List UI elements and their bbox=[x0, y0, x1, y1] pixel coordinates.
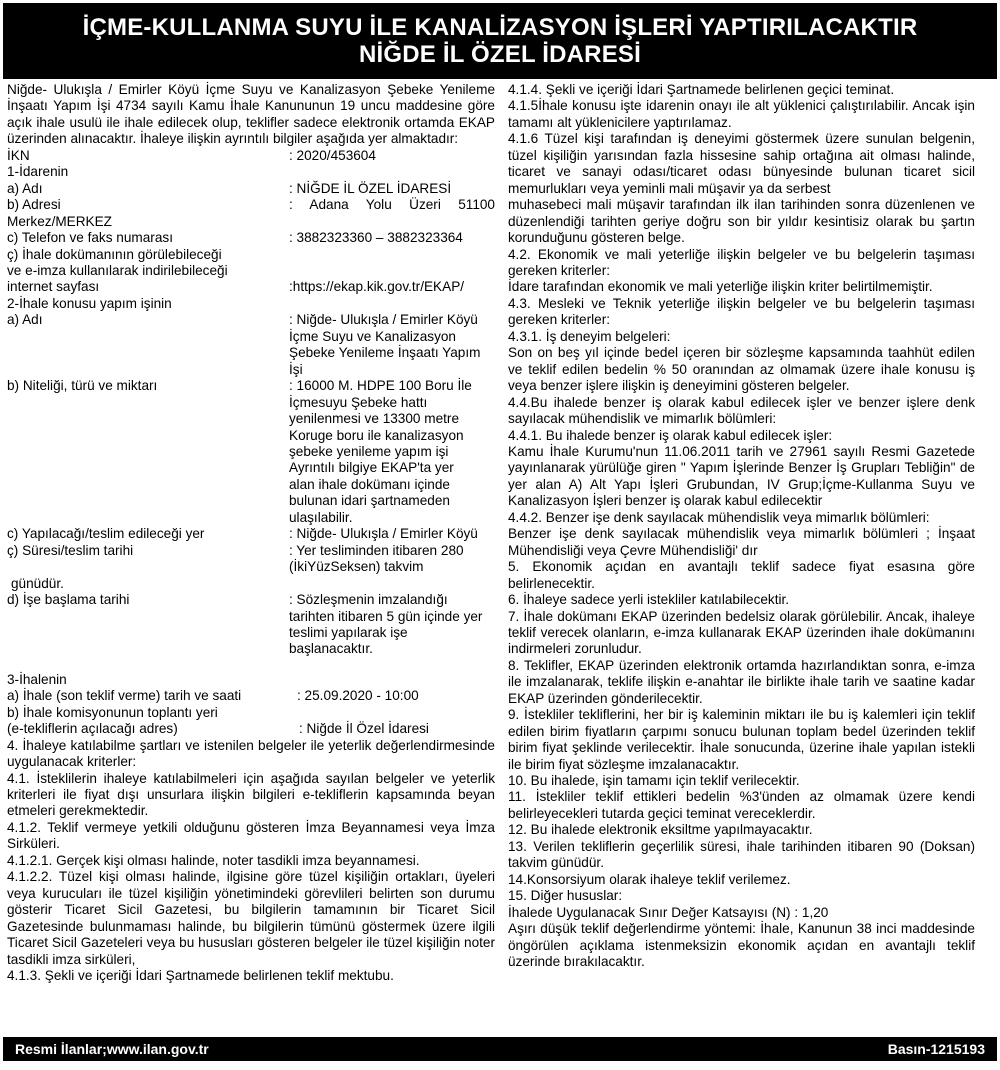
work-location-value: : Niğde- Ulukışla / Emirler Köyü bbox=[289, 526, 478, 542]
footer-ad-number: Basın-1215193 bbox=[887, 1041, 985, 1057]
paragraph-4: 4. İhaleye katılabilme şartları ve istenilen belgeler ile yeterlik değerlendirmesinde uygulanacak kriterler: bbox=[7, 737, 495, 770]
paragraph-4-1-4: 4.1.4. Şekli ve içeriği İdari Şartnamede belirlenen geçici teminat. bbox=[508, 82, 895, 97]
paragraph-10: 10. Bu ihalede, işin tamamı için teklif verilecektir. bbox=[508, 773, 800, 789]
admin-name-label: a) Adı bbox=[7, 180, 43, 196]
start-date-value: : Sözleşmenin imzalandığı tarihten itibaren 5 gün içinde yer teslimi yapılarak işe başlanacaktır. bbox=[289, 592, 483, 657]
notice-subtitle: NİĞDE İL ÖZEL İDARESİ bbox=[358, 41, 642, 68]
paragraph-4-4: 4.4.Bu ihalede benzer iş olarak kabul edilecek işler ve benzer işlere denk sayılacak mühendislik ve mimarlık bölümleri: bbox=[508, 394, 975, 427]
paragraph-7: 7. İhale dokümanı EKAP üzerinden bedelsiz olarak görülebilir. Ancak, ihaleye teklif verecek olanların, e-imza kullanarak EKAP üzerinden ihale dokümanını indirmeleri zorunludur. bbox=[508, 608, 975, 657]
admin-address-row bbox=[7, 197, 495, 213]
footer-bar bbox=[3, 1037, 997, 1061]
paragraph-4-2-detail: İdare tarafından ekonomik ve mali yeterliğe ilişkin kriter belirtilmemiştir. bbox=[508, 279, 933, 295]
paragraph-13: 13. Verilen tekliflerin geçerlilik süresi, ihale tarihinden itibaren 90 (Doksan) takvim günüdür. bbox=[508, 838, 975, 871]
tender-date-label: a) İhale (son teklif verme) tarih ve saati bbox=[7, 688, 242, 704]
section-2-heading: 2-İhale konusu yapım işinin bbox=[7, 295, 172, 311]
work-location-label: c) Yapılacağı/teslim edileceği yer bbox=[7, 526, 205, 542]
paragraph-4-4-1-detail: Kamu İhale Kurumu'nun 11.06.2011 tarih ve 27961 sayılı Resmi Gazetede yayınlanarak yürülüğe giren " Yapım İşlerinde Benzer İş Grupları Tebliğin" de yer alan A) Alt Yapı İşleri Grubundan, IV Grup;İçme-Kullanma Suyu ve Kanalizasyon İşleri benzer iş olarak kabul edilecektir bbox=[508, 443, 975, 509]
paragraph-4-4-2: 4.4.2. Benzer işe denk sayılacak mühendislik veya mimarlık bölümleri: bbox=[508, 509, 930, 525]
paragraph-4-2: 4.2. Ekonomik ve mali yeterliğe ilişkin belgeler ve bu belgelerin taşıması gereken kriterler: bbox=[508, 246, 975, 278]
paragraph-12: 12. Bu ihalede elektronik eksiltme yapılmayacaktır. bbox=[508, 822, 813, 838]
work-location-row bbox=[7, 526, 495, 542]
admin-address-value: : Adana Yolu Üzeri 51100 bbox=[289, 197, 495, 213]
doc-page-line1: ç) İhale dokümanının görülebileceği bbox=[7, 246, 222, 262]
paragraph-4-1-3: 4.1.3. Şekli ve içeriği İdari Şartnamede belirlenen teklif mektubu. bbox=[7, 968, 394, 984]
paragraph-15: 15. Diğer hususlar: bbox=[508, 888, 623, 904]
spacer bbox=[7, 658, 495, 672]
opening-address-value: : Niğde İl Özel İdaresi bbox=[299, 721, 429, 737]
duration-value: : Yer tesliminden itibaren 280 (İkiYüzSeksen) takvim bbox=[289, 542, 464, 575]
paragraph-4-4-2-detail: Benzer işe denk sayılacak mühendislik veya mimarlık bölümleri ; İnşaat Mühendisliği veya Çevre Mühendisliği' dır bbox=[508, 526, 975, 558]
admin-name-row bbox=[7, 181, 495, 197]
ikn-label: İKN bbox=[7, 147, 30, 163]
work-name-value: : Niğde- Ulukışla / Emirler Köyü İçme Suyu ve Kanalizasyon Şebeke Yenileme İnşaatı Yapım İşi bbox=[289, 312, 481, 377]
ikn-value: : 2020/453604 bbox=[289, 147, 376, 163]
paragraph-15-coefficient: İhalede Uygulanacak Sınır Değer Katsayısı (N) : 1,20 bbox=[508, 904, 829, 920]
footer-source: Resmi İlanlar;www.ilan.gov.tr bbox=[15, 1041, 209, 1057]
left-column bbox=[7, 82, 495, 984]
admin-address-cont: Merkez/MERKEZ bbox=[7, 213, 112, 229]
phone-value: : 3882323360 – 3882323364 bbox=[289, 230, 463, 246]
website-label: internet sayfası bbox=[7, 279, 100, 295]
opening-address-label: (e-tekliflerin açılacağı adres) bbox=[7, 721, 178, 737]
admin-name-value: : NİĞDE İL ÖZEL İDARESİ bbox=[289, 180, 452, 196]
paragraph-4-1-2-1: 4.1.2.1. Gerçek kişi olması halinde, noter tasdikli imza beyannamesi. bbox=[7, 852, 420, 868]
section-3-heading: 3-İhalenin bbox=[7, 671, 67, 687]
tender-date-value: : 25.09.2020 - 10:00 bbox=[297, 688, 419, 704]
paragraph-4-1: 4.1. İsteklilerin ihaleye katılabilmeleri için aşağıda sayılan belgeler ve yeterlik kriterleri ile fiyat dışı unsurlara ilişkin bilgileri e-tekliflerin kapsamında beyan etmeleri gerekmektedir. bbox=[7, 770, 495, 819]
duration-cont: günüdür. bbox=[11, 575, 64, 591]
website-value: :https://ekap.kik.gov.tr/EKAP/ bbox=[289, 279, 465, 295]
intro-paragraph: Niğde- Ulukışla / Emirler Köyü İçme Suyu ve Kanalizasyon Şebeke Yenileme İnşaatı Yapım İşi 4734 sayılı Kamu İhale Kanununun 19 uncu maddesine göre açık ihale usulü ile ihale edilecek olup, teklifler sadece elektronik ortamda EKAP üzerinden alınacaktır. İhaleye ilişkin ayrıntılı bilgiler aşağıda yer almaktadır: bbox=[7, 82, 495, 147]
paragraph-5: 5. Ekonomik açıdan en avantajlı teklif sadece fiyat esasına göre belirlenecektir. bbox=[508, 559, 975, 591]
doc-page-line2: ve e-imza kullanılarak indirilebileceği bbox=[7, 262, 228, 278]
paragraph-11: 11. İstekliler teklif ettikleri bedelin %3'ünden az olmamak üzere kendi belirleyecekleri tutarda geçici teminat vereceklerdir. bbox=[508, 789, 975, 821]
paragraph-4-1-5: 4.1.5İhale konusu işte idarenin onayı ile alt yüklenici çalıştırılabilir. Ancak işin tamamı alt yüklenicilere yaptırılamaz. bbox=[508, 98, 975, 130]
admin-address-label: b) Adresi bbox=[7, 197, 61, 213]
commission-place-line: b) İhale komisyonunun toplantı yeri bbox=[7, 704, 218, 720]
start-date-row bbox=[7, 592, 495, 658]
notice-title: İÇME-KULLANMA SUYU İLE KANALİZASYON İŞLERİ YAPTIRILACAKTIR bbox=[82, 14, 918, 41]
paragraph-4-1-6: 4.1.6 Tüzel kişi tarafından iş deneyimi göstermek üzere sunulan belgenin, tüzel kişiliğin yarısından fazla hissesine sahip ortağına ait olması halinde, ticaret ve sanayi odası/ticaret odası bünyesinde bulunan ticaret sicil memurlukları veya yeminli mali müşavir ya da serbest bbox=[508, 131, 975, 196]
paragraph-4-3-1: 4.3.1. İş deneyim belgeleri: bbox=[508, 328, 671, 344]
tender-date-row bbox=[7, 688, 495, 704]
paragraph-15-method: Aşırı düşük teklif değerlendirme yöntemi: İhale, Kanunun 38 inci maddesinde öngörülen açıklama istenmeksizin ekonomik açıdan en avantajlı teklif üzerinde bırakılacaktır. bbox=[508, 921, 975, 970]
paragraph-4-1-2-2: 4.1.2.2. Tüzel kişi olması halinde, ilgisine göre tüzel kişiliğin ortakları, üyeleri veya kurucuları ile tüzel kişiliğin yönetimindeki görevlileri belirten son durumu gösterir Ticaret Sicil Gazetesi, bu bilgilerin tamamının bir Ticaret Sicil Gazetesinde bulunmaması halinde, bu bilgilerin tümünü göstermek üzere ilgili Ticaret Sicil Gazeteleri veya bu hususları gösteren belgeler ile tüzel kişiliğin noter tasdikli imza sirküleri, bbox=[7, 869, 495, 967]
paragraph-4-1-6-cont: muhasebeci mali müşavir tarafından ilk ilan tarihinden sonra düzenlenen ve düzenlendiği tarihten geriye doğru son bir yıldır kesintisiz olarak bu şartın korunduğunu gösteren belge. bbox=[508, 197, 975, 246]
work-nature-label: b) Niteliği, türü ve miktarı bbox=[7, 378, 158, 394]
paragraph-4-3-1-detail: Son on beş yıl içinde bedel içeren bir sözleşme kapsamında taahhüt edilen ve teklif edilen bedelin % 50 oranından az olmamak üzere ihale konusu iş veya benzer işlere ilişkin iş deneyimini gösteren belgeler. bbox=[508, 345, 975, 394]
paragraph-8: 8. Teklifler, EKAP üzerinden elektronik ortamda hazırlandıktan sonra, e-imza ile imzalanarak, teklife ilişkin e-anahtar ile birlikte ihale tarih ve saatine kadar EKAP üzerinden gönderilecektir. bbox=[508, 657, 975, 706]
phone-label: c) Telefon ve faks numarası bbox=[7, 230, 173, 246]
work-nature-value: : 16000 M. HDPE 100 Boru İle İçmesuyu Şebeke hattı yenilenmesi ve 13300 metre Koruge boru ile kanalizasyon şebeke yenileme yapım işi Ayrıntılı bilgiye EKAP'ta yer alan ihale dokümanı içinde bulunan idari şartnameden ulaşılabilir. bbox=[289, 378, 472, 525]
ikn-row bbox=[7, 148, 495, 164]
duration-row bbox=[7, 543, 495, 576]
work-name-label: a) Adı bbox=[7, 312, 43, 328]
paragraph-9: 9. İstekliler tekliflerini, her bir iş kaleminin miktarı ile bu iş kalemleri için teklif edilen birim fiyatların çarpımı sonucu bulunan toplam bedel üzerinden teklif birim fiyat şeklinde verilecektir. İhale sonucunda, üzerine ihale yapılan istekli ile birim fiyat sözleşme imzalanacaktır. bbox=[508, 707, 975, 772]
work-nature-row bbox=[7, 378, 495, 526]
paragraph-14: 14.Konsorsiyum olarak ihaleye teklif verilemez. bbox=[508, 871, 791, 887]
paragraph-4-1-2: 4.1.2. Teklif vermeye yetkili olduğunu gösteren İmza Beyannamesi veya İmza Sirküleri. bbox=[7, 819, 495, 852]
right-column bbox=[508, 82, 975, 970]
paragraph-4-4-1: 4.4.1. Bu ihalede benzer iş olarak kabul edilecek işler: bbox=[508, 427, 833, 443]
phone-row bbox=[7, 230, 495, 246]
paragraph-6: 6. İhaleye sadece yerli istekliler katılabilecektir. bbox=[508, 592, 790, 608]
opening-address-row bbox=[7, 721, 495, 737]
website-row bbox=[7, 279, 495, 295]
work-name-row bbox=[7, 312, 495, 378]
paragraph-4-3: 4.3. Mesleki ve Teknik yeterliğe ilişkin belgeler ve bu belgelerin taşıması gereken kriterler: bbox=[508, 295, 975, 328]
start-date-label: d) İşe başlama tarihi bbox=[7, 592, 130, 608]
duration-label: ç) Süresi/teslim tarihi bbox=[7, 542, 134, 558]
section-1-heading: 1-İdarenin bbox=[7, 164, 69, 180]
notice-title-bar bbox=[3, 3, 997, 79]
